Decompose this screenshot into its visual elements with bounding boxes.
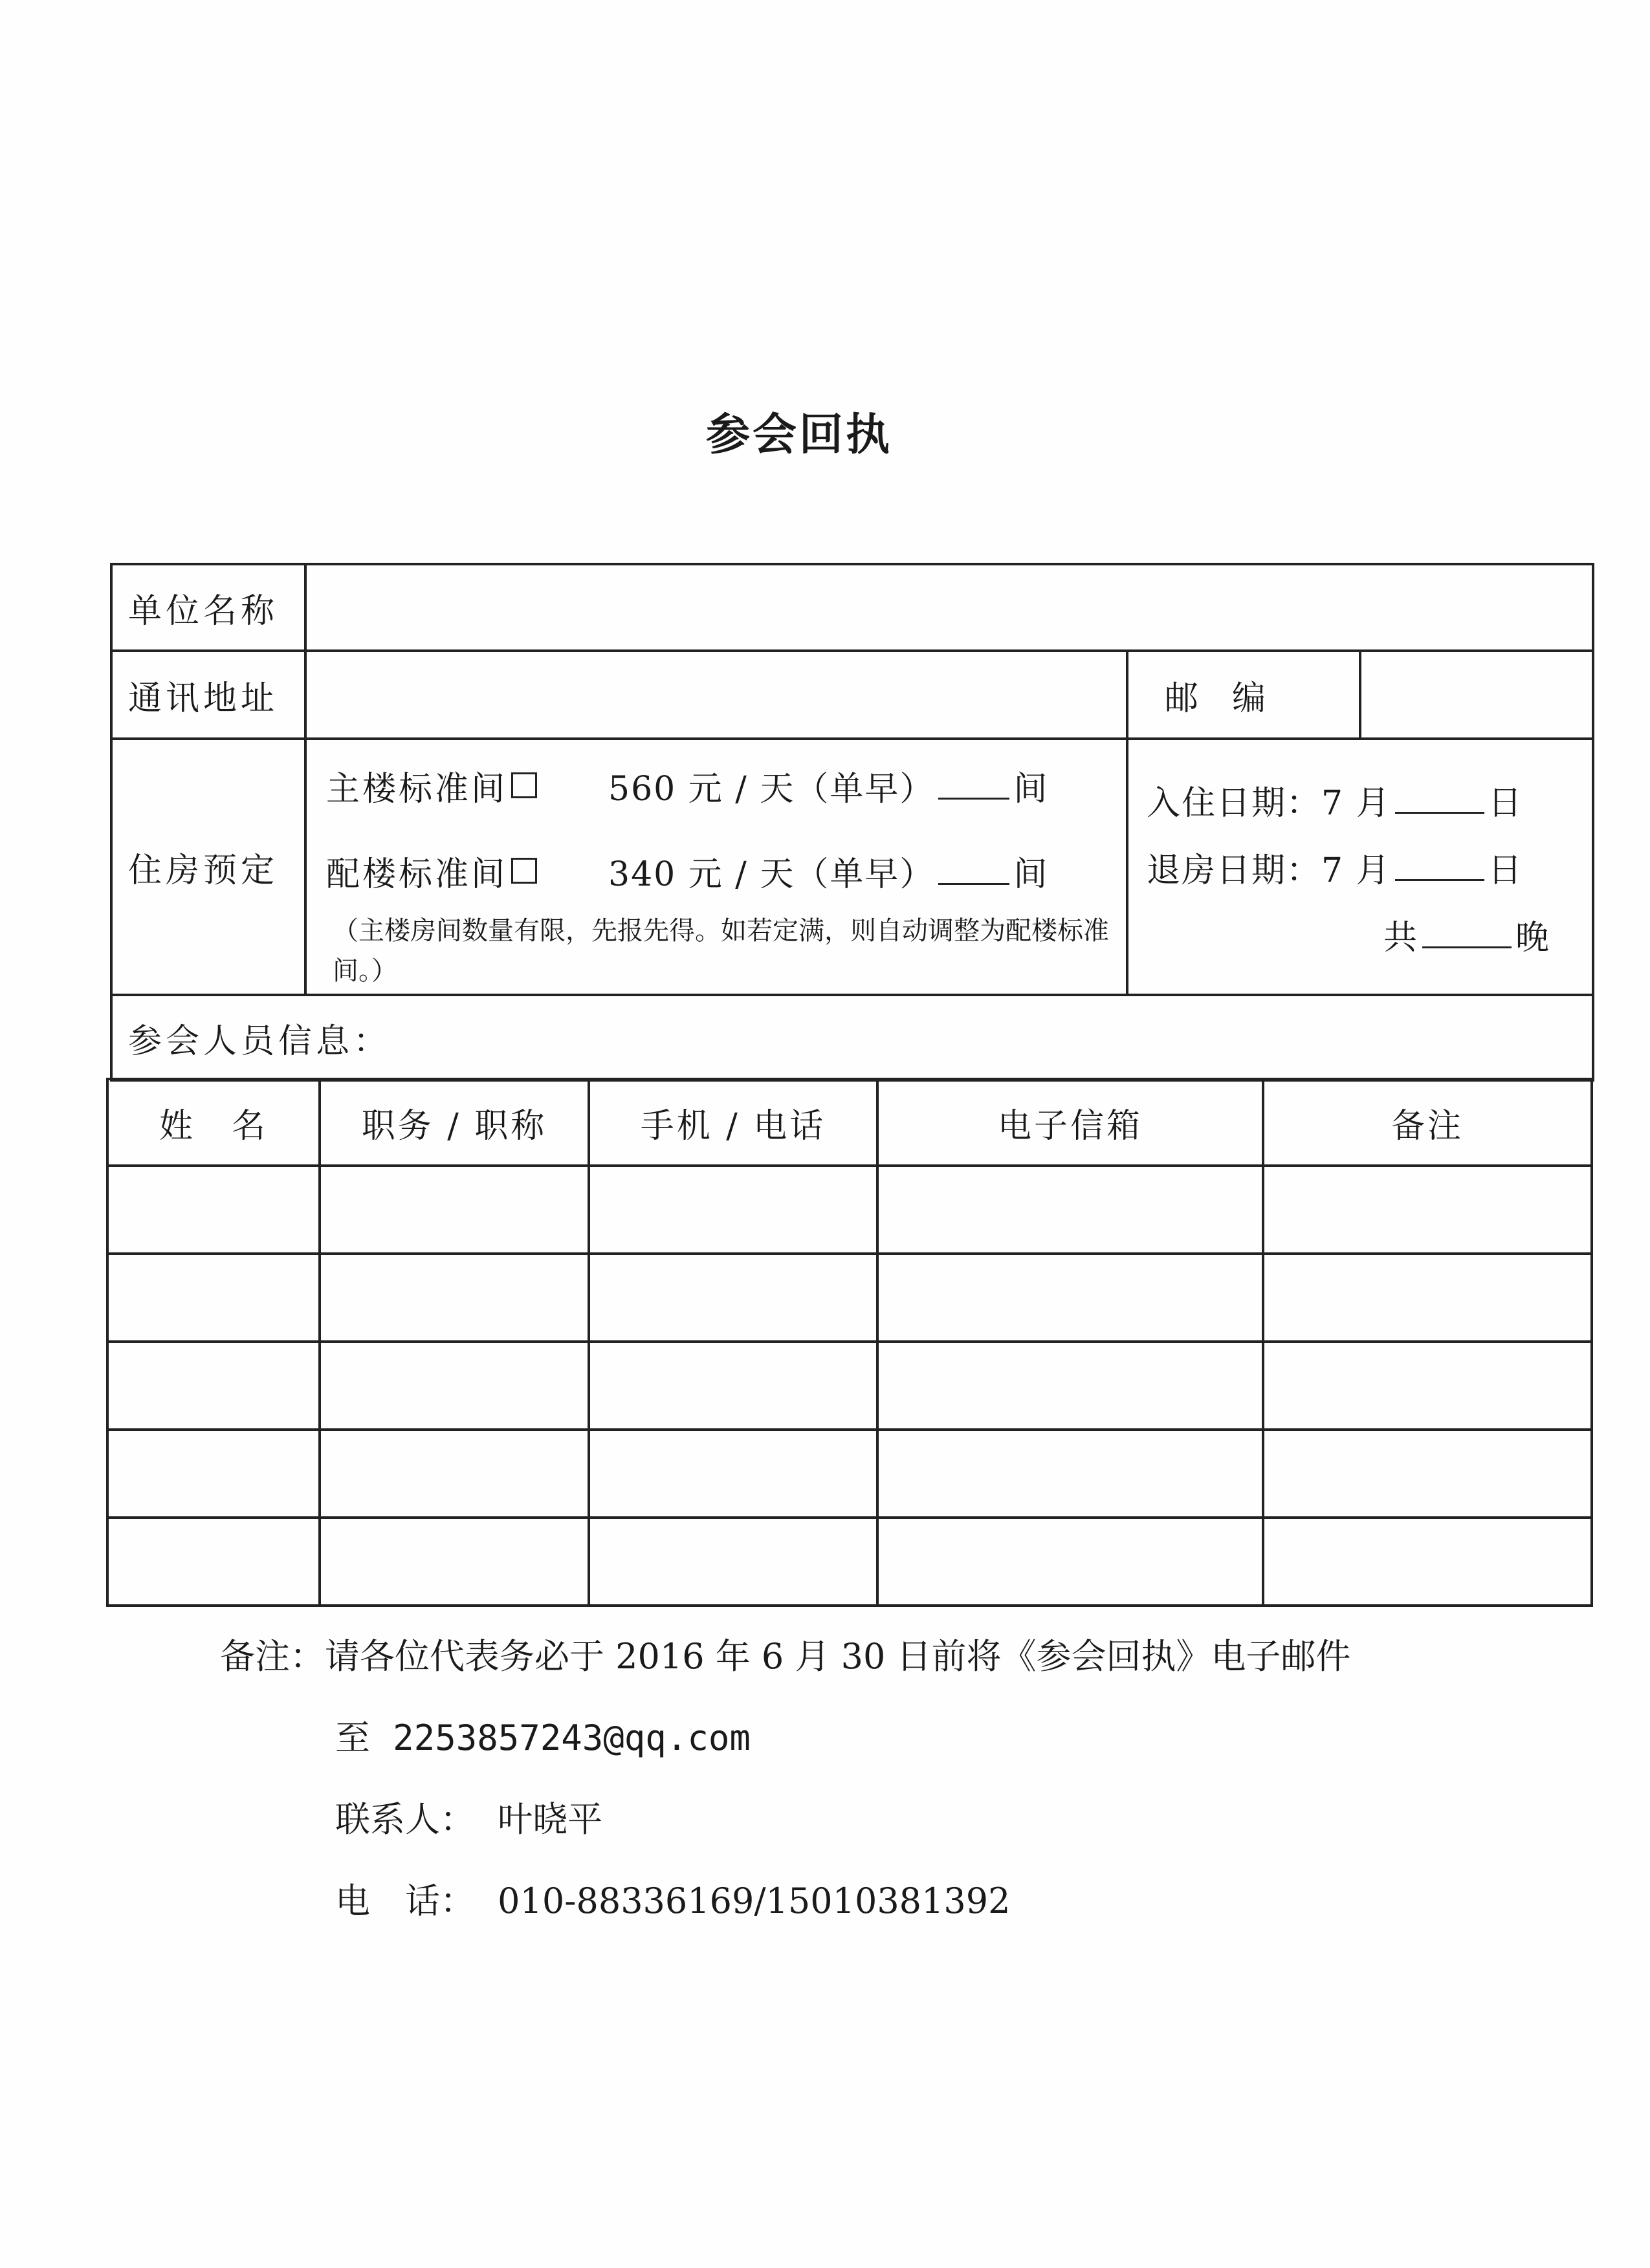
lodging-row (111, 739, 1593, 995)
email-cell[interactable] (877, 1166, 1263, 1254)
column-header-name: 姓 名 (107, 1079, 320, 1166)
title-cell[interactable] (320, 1342, 589, 1430)
name-cell[interactable] (107, 1166, 320, 1254)
column-header-phone: 手机 / 电话 (589, 1079, 877, 1166)
checkin-suffix: 日 (1488, 783, 1523, 823)
table-row (107, 1342, 1592, 1430)
postcode-label: 邮 编 (1127, 651, 1360, 739)
nights-field[interactable] (1422, 921, 1512, 948)
remarks-cell[interactable] (1263, 1166, 1592, 1254)
contact-label: 联系人： (335, 1799, 475, 1840)
table-row (107, 1518, 1592, 1606)
checkin-label: 入住日期：7 月 (1147, 783, 1391, 823)
stay-dates (1127, 739, 1593, 995)
nights-suffix: 晚 (1515, 918, 1551, 957)
attendees-label: 参会人员信息： (111, 995, 1593, 1080)
contact-email[interactable]: 2253857243@qq.com (393, 1717, 751, 1758)
address-field[interactable] (305, 651, 1127, 739)
name-cell[interactable] (107, 1430, 320, 1518)
email-cell[interactable] (877, 1518, 1263, 1606)
attendees-heading-row (111, 995, 1593, 1080)
name-cell[interactable] (107, 1342, 320, 1430)
room-note: （主楼房间数量有限，先报先得。如若定满，则自动调整为配楼标准间。） (333, 916, 1109, 986)
remarks-cell[interactable] (1263, 1342, 1592, 1430)
nights-line (1147, 900, 1576, 968)
phone-label: 电 话： (335, 1881, 475, 1921)
contact-phone: 010-88336169/15010381392 (498, 1881, 1011, 1921)
room-name: 配楼标准间 (326, 855, 508, 894)
room-options (305, 739, 1127, 995)
page-title: 参会回执 (705, 409, 892, 461)
checkout-line (1147, 833, 1576, 900)
table-row (107, 1254, 1592, 1342)
email-cell[interactable] (877, 1254, 1263, 1342)
room-count-field-annex[interactable] (938, 857, 1009, 885)
address-label: 通讯地址 (111, 651, 305, 739)
contact-name: 叶晓平 (498, 1799, 603, 1840)
checkout-day-field[interactable] (1395, 853, 1484, 881)
title-cell[interactable] (320, 1430, 589, 1518)
checkout-suffix: 日 (1488, 851, 1523, 890)
remarks-cell[interactable] (1263, 1518, 1592, 1606)
org-row (111, 564, 1593, 651)
room-price: 560 元 / 天（单早） (608, 769, 935, 809)
checkout-label: 退房日期：7 月 (1147, 851, 1391, 890)
room-option-annex (326, 828, 1119, 913)
title-cell[interactable] (320, 1254, 589, 1342)
checkin-line (1147, 766, 1576, 833)
room-checkbox-main[interactable] (511, 772, 537, 798)
room-name: 主楼标准间 (326, 769, 508, 809)
phone-cell[interactable] (589, 1518, 877, 1606)
org-label: 单位名称 (111, 564, 305, 651)
checkin-day-field[interactable] (1395, 786, 1484, 814)
phone-cell[interactable] (589, 1166, 877, 1254)
table-row (107, 1166, 1592, 1254)
room-unit: 间 (1013, 855, 1048, 894)
phone-cell[interactable] (589, 1254, 877, 1342)
attendees-table (106, 1078, 1593, 1607)
remarks-cell[interactable] (1263, 1254, 1592, 1342)
postcode-field[interactable] (1360, 651, 1593, 739)
address-row (111, 651, 1593, 739)
room-unit: 间 (1013, 769, 1048, 809)
phone-line (220, 1860, 1350, 1942)
title-cell[interactable] (320, 1518, 589, 1606)
name-cell[interactable] (107, 1518, 320, 1606)
name-cell[interactable] (107, 1254, 320, 1342)
room-checkbox-annex[interactable] (511, 858, 537, 884)
remarks-cell[interactable] (1263, 1430, 1592, 1518)
column-header-email: 电子信箱 (877, 1079, 1263, 1166)
room-price: 340 元 / 天（单早） (608, 855, 935, 894)
attendees-header-row (107, 1079, 1592, 1166)
deadline-note: 备注：请各位代表务必于 2016 年 6 月 30 日前将《参会回执》电子邮件 (220, 1636, 1351, 1677)
email-cell[interactable] (877, 1342, 1263, 1430)
table-row (107, 1430, 1592, 1518)
room-option-main (326, 743, 1119, 828)
nights-prefix: 共 (1383, 918, 1418, 957)
title-cell[interactable] (320, 1166, 589, 1254)
email-prefix: 至 (335, 1717, 370, 1758)
phone-cell[interactable] (589, 1342, 877, 1430)
room-count-field-main[interactable] (938, 772, 1009, 800)
contact-line (220, 1779, 1350, 1860)
column-header-title: 职务 / 职称 (320, 1079, 589, 1166)
lodging-label: 住房预定 (111, 739, 305, 995)
column-header-remarks: 备注 (1263, 1079, 1592, 1166)
org-field[interactable] (305, 564, 1593, 651)
email-cell[interactable] (877, 1430, 1263, 1518)
info-table (110, 563, 1594, 1082)
email-line (220, 1697, 1350, 1779)
footer-notes (220, 1616, 1350, 1942)
phone-cell[interactable] (589, 1430, 877, 1518)
